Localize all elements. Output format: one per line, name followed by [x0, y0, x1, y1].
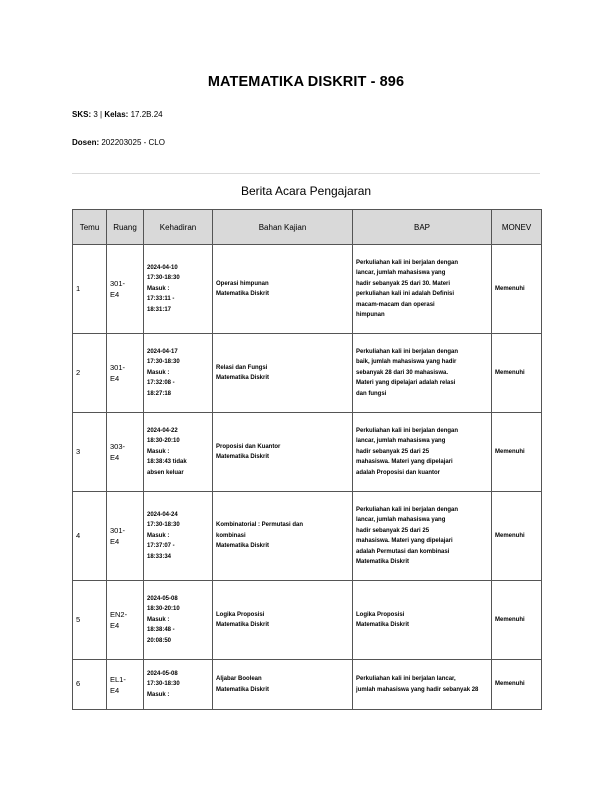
column-header-temu: Temu [73, 210, 107, 245]
cell-bap: Perkuliahan kali ini berjalan lancar, jumlah mahasiswa yang hadir sebanyak 28 [353, 660, 492, 710]
table-row [73, 660, 542, 710]
sks-value: 3 | [91, 110, 105, 119]
cell-ruang: 301- E4 [107, 245, 144, 334]
dosen-value: 202203025 - CLO [99, 138, 165, 147]
column-header-bap: BAP [353, 210, 492, 245]
cell-bap: Logika Proposisi Matematika Diskrit [353, 581, 492, 660]
cell-ruang: 303- E4 [107, 413, 144, 492]
cell-ruang: 301- E4 [107, 334, 144, 413]
cell-kehadiran: 2024-05-08 17:30-18:30 Masuk : [144, 660, 213, 710]
kelas-label: Kelas: [104, 110, 129, 119]
cell-kehadiran: 2024-05-08 18:30-20:10 Masuk : 18:38:48 - 20:08:50 [144, 581, 213, 660]
cell-monev: Memenuhi [492, 581, 542, 660]
cell-monev: Memenuhi [492, 492, 542, 581]
cell-bahan-kajian: Proposisi dan Kuantor Matematika Diskrit [213, 413, 353, 492]
cell-temu: 4 [73, 492, 107, 581]
section-title: Berita Acara Pengajaran [240, 184, 372, 198]
cell-bahan-kajian: Relasi dan Fungsi Matematika Diskrit [213, 334, 353, 413]
table-row [73, 413, 542, 492]
sks-label: SKS: [72, 110, 92, 119]
cell-bahan-kajian: Kombinatorial : Permutasi dan kombinasi Matematika Diskrit [213, 492, 353, 581]
cell-ruang: EL1- E4 [107, 660, 144, 710]
document-title: MATEMATIKA DISKRIT - 896 [207, 74, 405, 90]
column-header-kehadiran: Kehadiran [144, 210, 213, 245]
cell-ruang: EN2- E4 [107, 581, 144, 660]
cell-monev: Memenuhi [492, 334, 542, 413]
column-header-bahan-kajian: Bahan Kajian [213, 210, 353, 245]
table-row [73, 581, 542, 660]
cell-temu: 6 [73, 660, 107, 710]
cell-kehadiran: 2024-04-17 17:30-18:30 Masuk : 17:32:08 - 18:27:18 [144, 334, 213, 413]
cell-kehadiran: 2024-04-24 17:30-18:30 Masuk : 17:37:07 - 18:33:34 [144, 492, 213, 581]
cell-temu: 5 [73, 581, 107, 660]
kelas-value: 17.2B.24 [128, 110, 163, 119]
cell-bap: Perkuliahan kali ini berjalan dengan lancar, jumlah mahasiswa yang hadir sebanyak 25 dari 25 mahasiswa. Materi yang dipelajari adalah Permutasi dan kombinasi Matematika Diskrit [353, 492, 492, 581]
cell-monev: Memenuhi [492, 413, 542, 492]
divider [72, 173, 540, 174]
cell-temu: 3 [73, 413, 107, 492]
lecturer-info-line [72, 138, 165, 147]
cell-bahan-kajian: Aljabar Boolean Matematika Diskrit [213, 660, 353, 710]
cell-kehadiran: 2024-04-10 17:30-18:30 Masuk : 17:33:11 - 18:31:17 [144, 245, 213, 334]
cell-bahan-kajian: Logika Proposisi Matematika Diskrit [213, 581, 353, 660]
cell-bahan-kajian: Operasi himpunan Matematika Diskrit [213, 245, 353, 334]
cell-monev: Memenuhi [492, 245, 542, 334]
dosen-label: Dosen: [72, 138, 100, 147]
course-info-line [72, 110, 163, 119]
table-row [73, 245, 542, 334]
teaching-record-table [72, 209, 542, 710]
table-row [73, 334, 542, 413]
cell-bap: Perkuliahan kali ini berjalan dengan baik, jumlah mahasiswa yang hadir sebanyak 28 dari 30 mahasiswa. Materi yang dipelajari adalah relasi dan fungsi [353, 334, 492, 413]
cell-ruang: 301- E4 [107, 492, 144, 581]
cell-kehadiran: 2024-04-22 18:30-20:10 Masuk : 18:38:43 tidak absen keluar [144, 413, 213, 492]
cell-temu: 2 [73, 334, 107, 413]
column-header-ruang: Ruang [107, 210, 144, 245]
table-row [73, 492, 542, 581]
cell-bap: Perkuliahan kali ini berjalan dengan lancar, jumlah mahasiswa yang hadir sebanyak 25 dari 25 mahasiswa. Materi yang dipelajari adalah Proposisi dan kuantor [353, 413, 492, 492]
cell-temu: 1 [73, 245, 107, 334]
cell-monev: Memenuhi [492, 660, 542, 710]
table-header-row [73, 210, 542, 245]
column-header-monev: MONEV [492, 210, 542, 245]
cell-bap: Perkuliahan kali ini berjalan dengan lancar, jumlah mahasiswa yang hadir sebanyak 25 dari 30. Materi perkuliahan kali ini adalah Definisi macam-macam dan operasi himpunan [353, 245, 492, 334]
